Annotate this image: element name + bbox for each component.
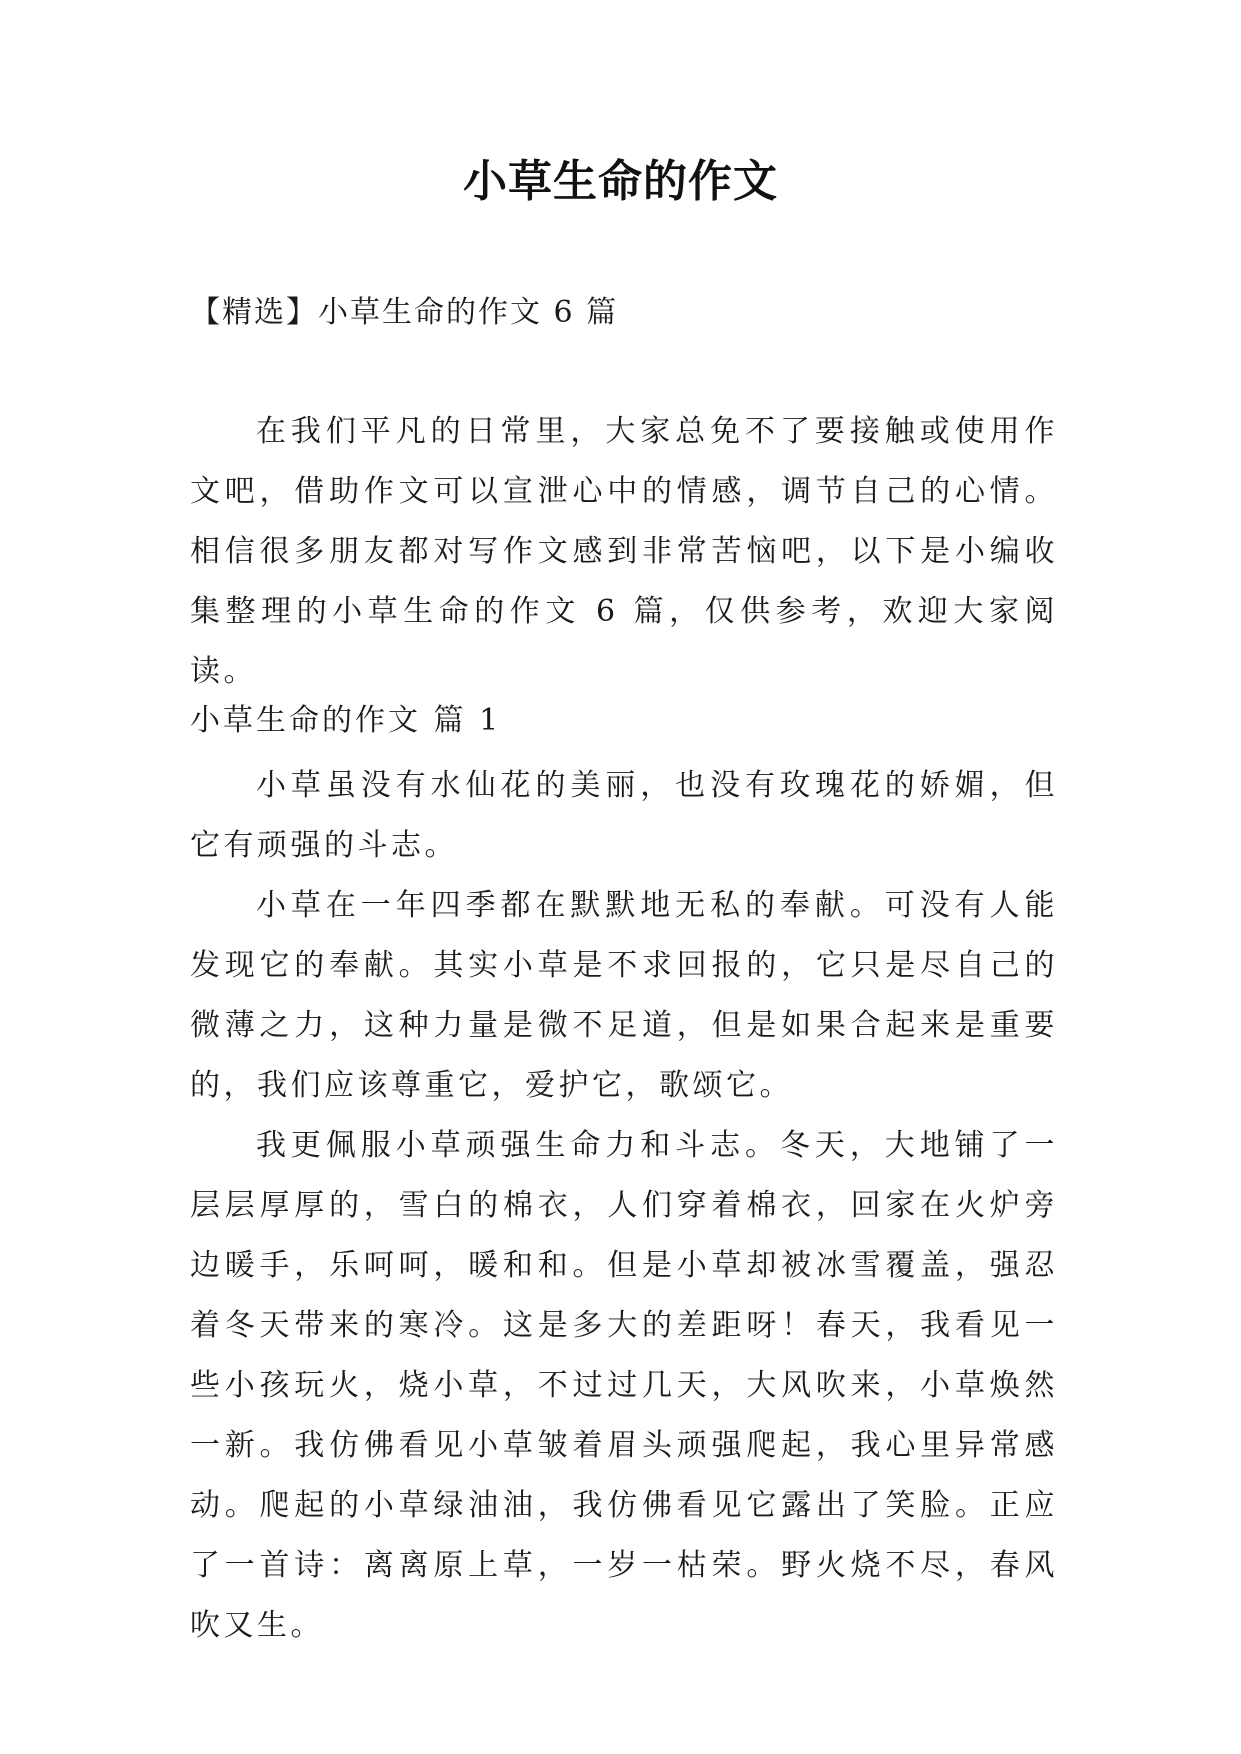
body-paragraph-2: 小草在一年四季都在默默地无私的奉献。可没有人能发现它的奉献。其实小草是不求回报的，它只是尽自己的微薄之力，这种力量是微不足道，但是如果合起来是重要的，我们应该尊重它，爱护它，歌颂它。 xyxy=(190,888,1058,1103)
document-title: 小草生命的作文 xyxy=(463,156,778,207)
document-subtitle: 【精选】小草生命的作文 6 篇 xyxy=(190,295,619,330)
body-paragraph-1: 小草虽没有水仙花的美丽，也没有玫瑰花的娇媚，但它有顽强的斗志。 xyxy=(190,768,1058,863)
section-heading: 小草生命的作文 篇 1 xyxy=(190,703,502,738)
intro-paragraph: 在我们平凡的日常里，大家总免不了要接触或使用作文吧，借助作文可以宣泄心中的情感，调节自己的心情。相信很多朋友都对写作文感到非常苦恼吧，以下是小编收集整理的小草生命的作文 6 篇，仅供参考，欢迎大家阅读。 xyxy=(190,414,1058,689)
body-paragraph-3: 我更佩服小草顽强生命力和斗志。冬天，大地铺了一层层厚厚的，雪白的棉衣，人们穿着棉衣，回家在火炉旁边暖手，乐呵呵，暖和和。但是小草却被冰雪覆盖，强忍着冬天带来的寒冷。这是多大的差距呀！春天，我看见一些小孩玩火，烧小草，不过过几天，大风吹来，小草焕然一新。我仿佛看见小草皱着眉头顽强爬起，我心里异常感动。爬起的小草绿油油，我仿佛看见它露出了笑脸。正应了一首诗：离离原上草，一岁一枯荣。野火烧不尽，春风吹又生。 xyxy=(190,1128,1058,1643)
